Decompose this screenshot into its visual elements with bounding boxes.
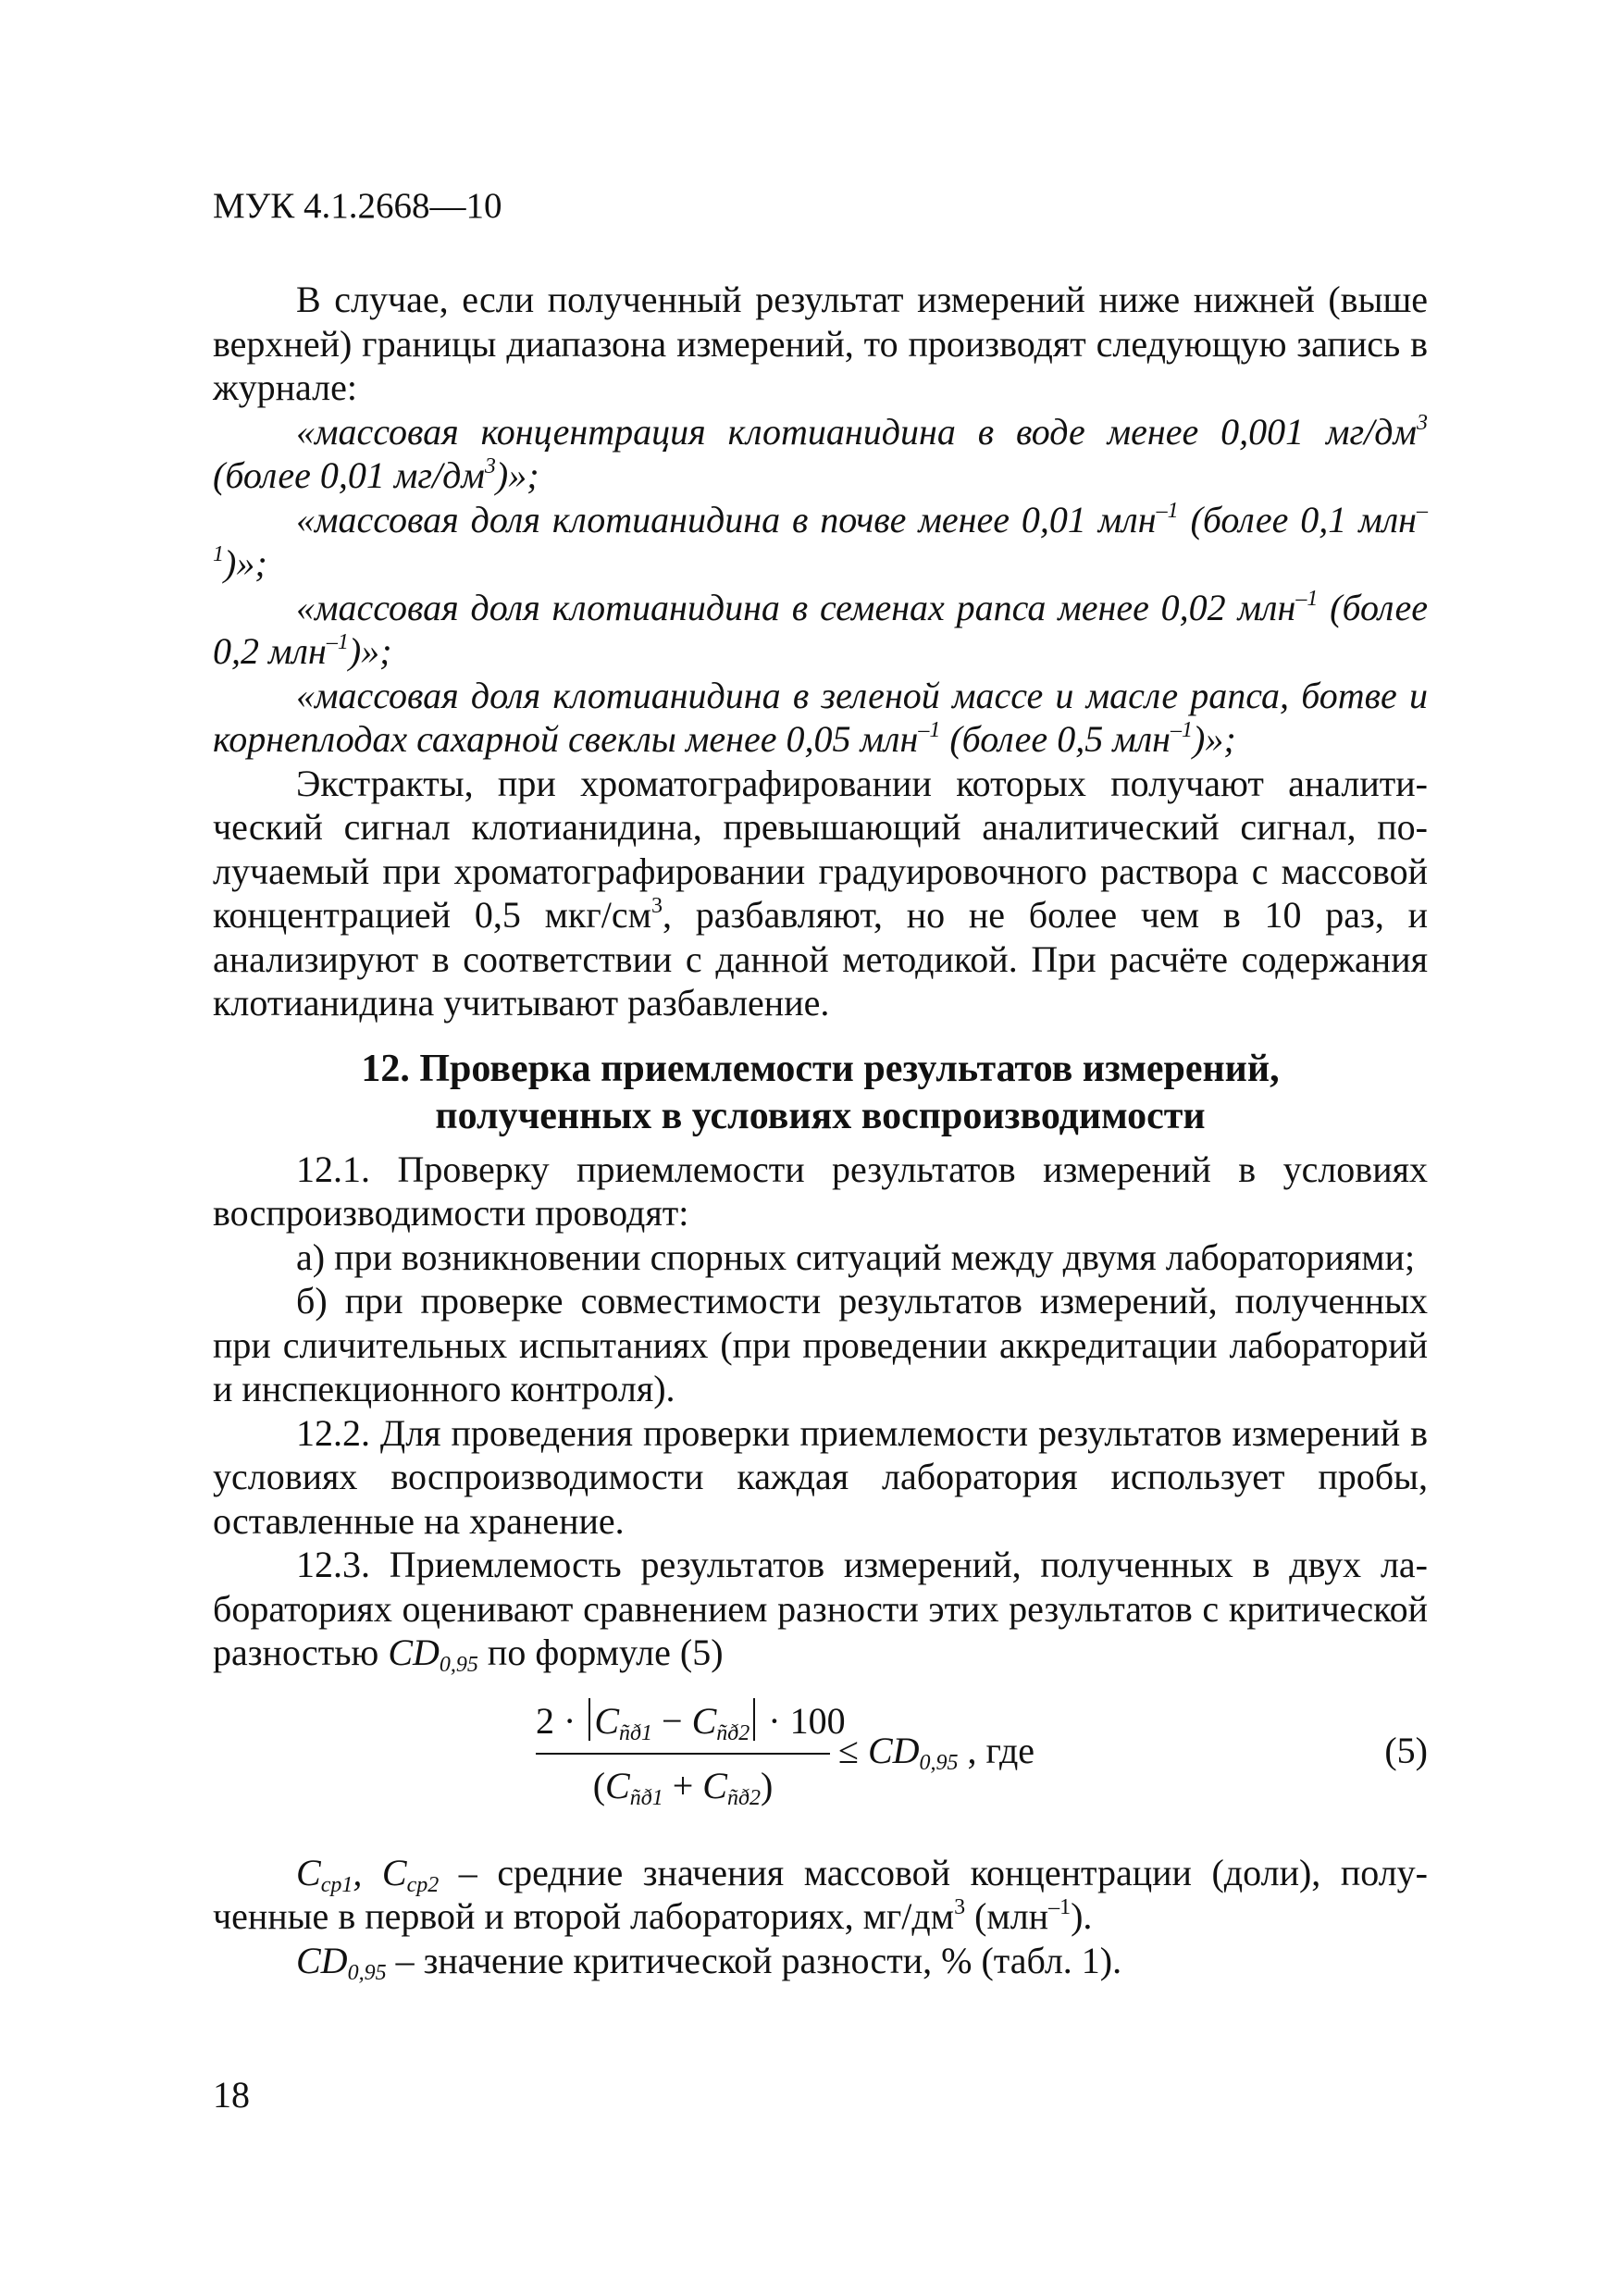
definition-cd: CD0,95 – значение критической разности, % (табл. 1). <box>296 1939 1122 1985</box>
section-heading-12: 12. Проверка приемлемости результатов измерений, полученных в условиях воспроизводимости <box>361 1047 1280 1137</box>
paragraph-result-out-of-range: В случае, если полученный результат измерений ниже нижней (выше верхней) границы диапазона измерений, то производят следующую запись в журнале: <box>213 279 1428 408</box>
list-item-a: а) при возникновении спорных ситуаций между двумя лабораториями; <box>296 1235 1416 1278</box>
equation-number: (5) <box>1384 1729 1428 1771</box>
quote-rapeseed: «массовая доля клотианидина в семенах рапса менее 0,02 млн$^{-1}$ (более 0,2 млн$^{-1}$)»; <box>213 586 1429 672</box>
list-item-b: б) при проверке совместимости результатов измерений, полученных при сличительных испытаниях (при проведении аккредитации лабораторий и инспекционного контроля). <box>213 1280 1428 1409</box>
formula-numerator: $2 \cdot C_{ñð1} - C_{ñð2} \cdot 100$ <box>536 1699 846 1745</box>
formula-denominator: $(C_{ñð1} + C_{ñð2})$ <box>592 1764 774 1810</box>
page-number: 18 <box>213 2074 250 2116</box>
quote-green-mass: «массовая доля клотианидина в зеленой массе и масле рапса, ботве и корнеплодах сахарной свеклы менее 0,05 млн$^{-1}$ (более 0,5 млн$^{-1}$)»; <box>213 674 1428 760</box>
paragraph-12-3: 12.3. Приемлемость результатов измерений, полученных в двух лабораториях оценивают сравнением разности этих результатов с критической разностью CD0,95 по формуле (5) <box>213 1544 1428 1677</box>
paragraph-12-1: 12.1. Проверку приемлемости результатов измерений в условиях воспроизводимости проводят: <box>213 1148 1428 1234</box>
quote-soil: «массовая доля клотианидина в почве менее 0,01 млн$^{-1}$ (более 0,1 млн$^{-1}$)»; <box>213 498 1429 584</box>
fraction-bar <box>536 1753 830 1755</box>
formula-fraction <box>536 1694 846 1814</box>
formula-relation: ≤ $CD_{0,95}$ , где <box>838 1729 1035 1775</box>
paragraph-extracts-dilution: Экстракты, при хроматографировании которых получают аналитический сигнал клотианидина, превышающий аналитический сигнал, получаемый при хроматографировании градуировочного раствора с массовой концентрацией 0,5 мкг/$см^3$, разбавляют, но не более чем в 10 раз, и анализируют в соответствии с данной методикой. При расчёте содержания клотианидина учитывают разбавление. <box>213 762 1428 1024</box>
paragraph-12-2: 12.2. Для проведения проверки приемлемости результатов измерений в условиях воспроизводимости каждая лаборатория использует пробы, оставленные на хранение. <box>213 1411 1428 1542</box>
quote-water: «массовая концентрация клотианидина в воде менее 0,001 $мг/дм^3$ (более 0,01 $мг/дм^3$)»; <box>213 410 1428 496</box>
definition-c-cp: Ccp1, Ccp2 – средние значения массовой концентрации (доли), полученные в первой и второй лабораториях, $мг/дм^3$ (млн$^{-1}$). <box>213 1851 1428 1937</box>
page-header: МУК 4.1.2668—10 <box>213 186 502 226</box>
formula-5 <box>213 1692 1428 1831</box>
page-body <box>213 278 1429 1985</box>
